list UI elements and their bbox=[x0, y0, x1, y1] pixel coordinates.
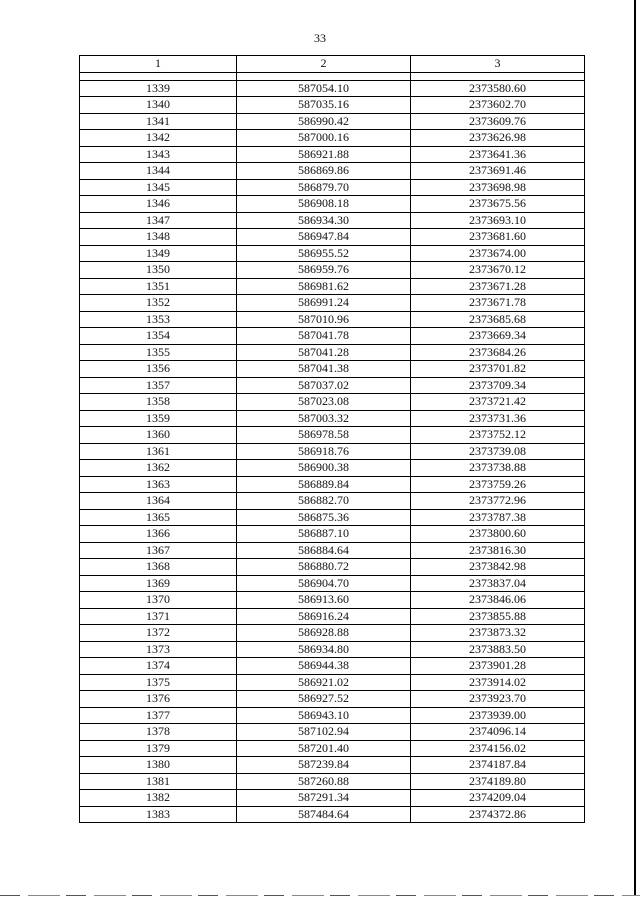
x-coordinate-cell: 586879.70 bbox=[237, 179, 411, 196]
table-row bbox=[80, 410, 585, 427]
point-number-cell: 1368 bbox=[80, 559, 237, 576]
table-row bbox=[80, 526, 585, 543]
point-number-cell: 1381 bbox=[80, 773, 237, 790]
x-coordinate-cell: 586944.38 bbox=[237, 658, 411, 675]
x-coordinate-cell: 586943.10 bbox=[237, 707, 411, 724]
table-row bbox=[80, 641, 585, 658]
table-row bbox=[80, 724, 585, 741]
x-coordinate-cell: 587054.10 bbox=[237, 80, 411, 97]
point-number-cell: 1354 bbox=[80, 328, 237, 345]
table-row bbox=[80, 179, 585, 196]
spacer-cell bbox=[80, 72, 237, 80]
x-coordinate-cell: 587035.16 bbox=[237, 97, 411, 114]
y-coordinate-cell: 2374187.84 bbox=[411, 757, 585, 774]
x-coordinate-cell: 586900.38 bbox=[237, 460, 411, 477]
table-row bbox=[80, 790, 585, 807]
y-coordinate-cell: 2373939.00 bbox=[411, 707, 585, 724]
table-row bbox=[80, 575, 585, 592]
point-number-cell: 1356 bbox=[80, 361, 237, 378]
y-coordinate-cell: 2373669.34 bbox=[411, 328, 585, 345]
y-coordinate-cell: 2373787.38 bbox=[411, 509, 585, 526]
table-row bbox=[80, 245, 585, 262]
point-number-cell: 1380 bbox=[80, 757, 237, 774]
x-coordinate-cell: 587260.88 bbox=[237, 773, 411, 790]
y-coordinate-cell: 2373752.12 bbox=[411, 427, 585, 444]
point-number-cell: 1378 bbox=[80, 724, 237, 741]
column-header: 1 bbox=[80, 56, 237, 73]
table-row bbox=[80, 509, 585, 526]
x-coordinate-cell: 586921.88 bbox=[237, 146, 411, 163]
table-row bbox=[80, 229, 585, 246]
point-number-cell: 1377 bbox=[80, 707, 237, 724]
table-row bbox=[80, 394, 585, 411]
y-coordinate-cell: 2374096.14 bbox=[411, 724, 585, 741]
x-coordinate-cell: 587484.64 bbox=[237, 806, 411, 823]
x-coordinate-cell: 587041.28 bbox=[237, 344, 411, 361]
point-number-cell: 1357 bbox=[80, 377, 237, 394]
y-coordinate-cell: 2373671.28 bbox=[411, 278, 585, 295]
x-coordinate-cell: 587041.38 bbox=[237, 361, 411, 378]
x-coordinate-cell: 586882.70 bbox=[237, 493, 411, 510]
table-row bbox=[80, 163, 585, 180]
point-number-cell: 1342 bbox=[80, 130, 237, 147]
x-coordinate-cell: 586875.36 bbox=[237, 509, 411, 526]
table-row bbox=[80, 674, 585, 691]
table-row bbox=[80, 328, 585, 345]
point-number-cell: 1376 bbox=[80, 691, 237, 708]
x-coordinate-cell: 587291.34 bbox=[237, 790, 411, 807]
table-row bbox=[80, 113, 585, 130]
x-coordinate-cell: 586934.30 bbox=[237, 212, 411, 229]
y-coordinate-cell: 2373800.60 bbox=[411, 526, 585, 543]
x-coordinate-cell: 587041.78 bbox=[237, 328, 411, 345]
y-coordinate-cell: 2373759.26 bbox=[411, 476, 585, 493]
x-coordinate-cell: 587037.02 bbox=[237, 377, 411, 394]
point-number-cell: 1370 bbox=[80, 592, 237, 609]
table-row bbox=[80, 757, 585, 774]
point-number-cell: 1353 bbox=[80, 311, 237, 328]
table-row bbox=[80, 773, 585, 790]
x-coordinate-cell: 587003.32 bbox=[237, 410, 411, 427]
y-coordinate-cell: 2373709.34 bbox=[411, 377, 585, 394]
point-number-cell: 1340 bbox=[80, 97, 237, 114]
y-coordinate-cell: 2373738.88 bbox=[411, 460, 585, 477]
y-coordinate-cell: 2373739.08 bbox=[411, 443, 585, 460]
table-row bbox=[80, 592, 585, 609]
point-number-cell: 1362 bbox=[80, 460, 237, 477]
table-row bbox=[80, 740, 585, 757]
table-row bbox=[80, 344, 585, 361]
y-coordinate-cell: 2373609.76 bbox=[411, 113, 585, 130]
y-coordinate-cell: 2373693.10 bbox=[411, 212, 585, 229]
point-number-cell: 1365 bbox=[80, 509, 237, 526]
table-row bbox=[80, 559, 585, 576]
y-coordinate-cell: 2373641.36 bbox=[411, 146, 585, 163]
x-coordinate-cell: 587239.84 bbox=[237, 757, 411, 774]
point-number-cell: 1347 bbox=[80, 212, 237, 229]
spacer-cell bbox=[237, 72, 411, 80]
table-row bbox=[80, 361, 585, 378]
header-spacer-row bbox=[80, 72, 585, 80]
point-number-cell: 1349 bbox=[80, 245, 237, 262]
point-number-cell: 1351 bbox=[80, 278, 237, 295]
point-number-cell: 1355 bbox=[80, 344, 237, 361]
table-row bbox=[80, 707, 585, 724]
x-coordinate-cell: 587023.08 bbox=[237, 394, 411, 411]
point-number-cell: 1372 bbox=[80, 625, 237, 642]
point-number-cell: 1359 bbox=[80, 410, 237, 427]
y-coordinate-cell: 2373873.32 bbox=[411, 625, 585, 642]
x-coordinate-cell: 586913.60 bbox=[237, 592, 411, 609]
scan-edge-bottom bbox=[0, 895, 640, 896]
y-coordinate-cell: 2373602.70 bbox=[411, 97, 585, 114]
point-number-cell: 1375 bbox=[80, 674, 237, 691]
x-coordinate-cell: 586990.42 bbox=[237, 113, 411, 130]
x-coordinate-cell: 586947.84 bbox=[237, 229, 411, 246]
table-row bbox=[80, 460, 585, 477]
y-coordinate-cell: 2373772.96 bbox=[411, 493, 585, 510]
y-coordinate-cell: 2373671.78 bbox=[411, 295, 585, 312]
x-coordinate-cell: 586934.80 bbox=[237, 641, 411, 658]
x-coordinate-cell: 586904.70 bbox=[237, 575, 411, 592]
point-number-cell: 1350 bbox=[80, 262, 237, 279]
y-coordinate-cell: 2373914.02 bbox=[411, 674, 585, 691]
x-coordinate-cell: 587201.40 bbox=[237, 740, 411, 757]
x-coordinate-cell: 586928.88 bbox=[237, 625, 411, 642]
table-row bbox=[80, 97, 585, 114]
table-body bbox=[80, 80, 585, 823]
y-coordinate-cell: 2374189.80 bbox=[411, 773, 585, 790]
x-coordinate-cell: 586955.52 bbox=[237, 245, 411, 262]
x-coordinate-cell: 586908.18 bbox=[237, 196, 411, 213]
column-header: 2 bbox=[237, 56, 411, 73]
coordinates-table bbox=[79, 55, 585, 823]
y-coordinate-cell: 2373626.98 bbox=[411, 130, 585, 147]
table-row bbox=[80, 262, 585, 279]
y-coordinate-cell: 2373721.42 bbox=[411, 394, 585, 411]
table-row bbox=[80, 311, 585, 328]
point-number-cell: 1367 bbox=[80, 542, 237, 559]
table-row bbox=[80, 691, 585, 708]
y-coordinate-cell: 2373846.06 bbox=[411, 592, 585, 609]
point-number-cell: 1371 bbox=[80, 608, 237, 625]
table-row bbox=[80, 476, 585, 493]
x-coordinate-cell: 586959.76 bbox=[237, 262, 411, 279]
y-coordinate-cell: 2373701.82 bbox=[411, 361, 585, 378]
table-row bbox=[80, 443, 585, 460]
column-header: 3 bbox=[411, 56, 585, 73]
y-coordinate-cell: 2373901.28 bbox=[411, 658, 585, 675]
point-number-cell: 1382 bbox=[80, 790, 237, 807]
table-row bbox=[80, 278, 585, 295]
point-number-cell: 1383 bbox=[80, 806, 237, 823]
point-number-cell: 1374 bbox=[80, 658, 237, 675]
x-coordinate-cell: 586889.84 bbox=[237, 476, 411, 493]
table-row bbox=[80, 427, 585, 444]
x-coordinate-cell: 587102.94 bbox=[237, 724, 411, 741]
y-coordinate-cell: 2373698.98 bbox=[411, 179, 585, 196]
table-row bbox=[80, 542, 585, 559]
y-coordinate-cell: 2373842.98 bbox=[411, 559, 585, 576]
x-coordinate-cell: 586927.52 bbox=[237, 691, 411, 708]
page-number: 33 bbox=[314, 31, 326, 45]
y-coordinate-cell: 2373731.36 bbox=[411, 410, 585, 427]
table-row bbox=[80, 377, 585, 394]
y-coordinate-cell: 2374156.02 bbox=[411, 740, 585, 757]
table-row bbox=[80, 608, 585, 625]
y-coordinate-cell: 2374372.86 bbox=[411, 806, 585, 823]
table-row bbox=[80, 493, 585, 510]
y-coordinate-cell: 2373684.26 bbox=[411, 344, 585, 361]
x-coordinate-cell: 587000.16 bbox=[237, 130, 411, 147]
table-row bbox=[80, 806, 585, 823]
y-coordinate-cell: 2373674.00 bbox=[411, 245, 585, 262]
y-coordinate-cell: 2373923.70 bbox=[411, 691, 585, 708]
x-coordinate-cell: 586991.24 bbox=[237, 295, 411, 312]
y-coordinate-cell: 2373580.60 bbox=[411, 80, 585, 97]
point-number-cell: 1352 bbox=[80, 295, 237, 312]
point-number-cell: 1339 bbox=[80, 80, 237, 97]
table-row bbox=[80, 295, 585, 312]
table-row bbox=[80, 130, 585, 147]
y-coordinate-cell: 2373855.88 bbox=[411, 608, 585, 625]
x-coordinate-cell: 586918.76 bbox=[237, 443, 411, 460]
point-number-cell: 1379 bbox=[80, 740, 237, 757]
y-coordinate-cell: 2373675.56 bbox=[411, 196, 585, 213]
x-coordinate-cell: 586887.10 bbox=[237, 526, 411, 543]
scan-edge-right bbox=[634, 0, 636, 896]
x-coordinate-cell: 586916.24 bbox=[237, 608, 411, 625]
table-row bbox=[80, 212, 585, 229]
point-number-cell: 1366 bbox=[80, 526, 237, 543]
x-coordinate-cell: 586978.58 bbox=[237, 427, 411, 444]
spacer-cell bbox=[411, 72, 585, 80]
table-row bbox=[80, 146, 585, 163]
y-coordinate-cell: 2373837.04 bbox=[411, 575, 585, 592]
x-coordinate-cell: 586981.62 bbox=[237, 278, 411, 295]
y-coordinate-cell: 2373685.68 bbox=[411, 311, 585, 328]
point-number-cell: 1373 bbox=[80, 641, 237, 658]
point-number-cell: 1360 bbox=[80, 427, 237, 444]
x-coordinate-cell: 586884.64 bbox=[237, 542, 411, 559]
point-number-cell: 1361 bbox=[80, 443, 237, 460]
point-number-cell: 1364 bbox=[80, 493, 237, 510]
table-row bbox=[80, 196, 585, 213]
x-coordinate-cell: 586880.72 bbox=[237, 559, 411, 576]
point-number-cell: 1344 bbox=[80, 163, 237, 180]
table-row bbox=[80, 625, 585, 642]
y-coordinate-cell: 2373681.60 bbox=[411, 229, 585, 246]
y-coordinate-cell: 2373883.50 bbox=[411, 641, 585, 658]
y-coordinate-cell: 2373691.46 bbox=[411, 163, 585, 180]
point-number-cell: 1345 bbox=[80, 179, 237, 196]
x-coordinate-cell: 586869.86 bbox=[237, 163, 411, 180]
x-coordinate-cell: 586921.02 bbox=[237, 674, 411, 691]
point-number-cell: 1346 bbox=[80, 196, 237, 213]
x-coordinate-cell: 587010.96 bbox=[237, 311, 411, 328]
point-number-cell: 1358 bbox=[80, 394, 237, 411]
point-number-cell: 1343 bbox=[80, 146, 237, 163]
point-number-cell: 1348 bbox=[80, 229, 237, 246]
table-header-row bbox=[80, 56, 585, 73]
point-number-cell: 1363 bbox=[80, 476, 237, 493]
point-number-cell: 1341 bbox=[80, 113, 237, 130]
y-coordinate-cell: 2374209.04 bbox=[411, 790, 585, 807]
table-row bbox=[80, 80, 585, 97]
table-row bbox=[80, 658, 585, 675]
y-coordinate-cell: 2373670.12 bbox=[411, 262, 585, 279]
point-number-cell: 1369 bbox=[80, 575, 237, 592]
y-coordinate-cell: 2373816.30 bbox=[411, 542, 585, 559]
